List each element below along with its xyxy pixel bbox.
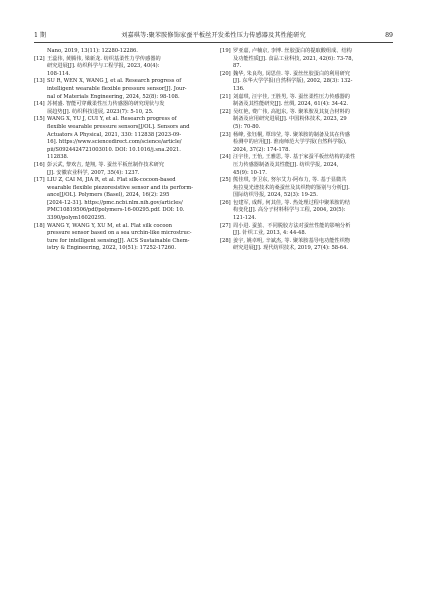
reference-number: [23]	[220, 131, 231, 138]
reference-text: 吴红艳, 费广伟, 高旭东, 等. 聚苯胺及其复合材料的 制备及应用研究进展[J]. 中国粉体技术, 2023, 29 (5): 70-80.	[233, 108, 350, 130]
reference-text: 包建军, 成辉, 何其佳, 等. 热处理过程中聚苯胺的结 构变化[J]. 高分子材料科学与工程, 2004, 20(5): 121-124.	[233, 199, 350, 222]
reference-number: [18]	[34, 222, 45, 229]
reference-text: 熊佳琪, 李卫东, 努尔艾力·阿布力, 等. 基于显微共 焦拉曼光谱技术的桑蚕丝及其织物的鉴别与分析[J]. 国际纺织导报, 2024, 52(3): 19-25.	[233, 177, 350, 199]
reference-text: 刘嘉琪, 汪宇佳, 王胜男, 等. 蚕丝柔性压力传感器的 制备及其性能研究[J]. 丝绸, 2024, 61(4): 34-42.	[233, 93, 350, 108]
reference-item	[34, 177, 208, 223]
reference-item	[220, 48, 393, 71]
reference-text: 苏树盛. 智能可穿戴柔性压力传感器的研究现状与发 展趋势[J]. 纺织科技进展, 2023(7): 5-10, 25.	[47, 101, 165, 115]
reference-item	[220, 109, 393, 132]
running-title: 刘嘉琪等:聚苯胺修饰家蚕平板丝开发柔性压力传感器及其性能研究	[121, 32, 306, 39]
reference-number: [19]	[220, 48, 231, 54]
reference-number: [21]	[220, 93, 231, 100]
reference-continuation	[34, 48, 208, 56]
reference-text: 姜宇, 姚卓明, 辛斌杰, 等. 聚苯胺基导电功能性织物 研究进展[J]. 现代纺织技术, 2019, 27(4): 58-64.	[233, 237, 350, 252]
reference-text: Nano, 2019, 13(11): 12280-12286.	[47, 48, 138, 54]
reference-item	[34, 223, 208, 253]
reference-text: 汪宇佳, 王怡, 王雅思, 等. 基于家蚕平板丝结构的柔性 压力传感器制备及其性能[J]. 纺织学报, 2024, 45(9): 10-17.	[233, 154, 356, 176]
reference-number: [27]	[220, 222, 231, 229]
header-rule	[34, 42, 393, 43]
reference-item	[220, 177, 393, 200]
reference-text: SU R, WEN X, WANG J, et al. Research progress of intelligent wearable flexible pressure sensor[J]. Jour- nal of Materials Engineering, 2024, 52(8): 98-108.	[47, 78, 187, 100]
reference-text: 周小进. 蚕茧、不同脱胶方法对蚕丝性能的影响分析 [J]. 针织工业, 2013, 4: 44-48.	[233, 222, 351, 237]
reference-item	[220, 71, 393, 94]
reference-number: [25]	[220, 177, 231, 184]
reference-item	[220, 94, 393, 109]
reference-item	[220, 223, 393, 238]
reference-number: [15]	[34, 116, 45, 123]
reference-number: [28]	[220, 237, 231, 244]
reference-number: [12]	[34, 55, 45, 62]
page-number: 89	[385, 32, 393, 39]
right-column	[220, 48, 393, 253]
reference-text: LIU Z, CAI M, JIA R, et al. Flat silk-cocoon-based wearable flexible piezoresistive sensor and its perform- ance[J/OL]. Polymers (Basel), 2024, 16(2): 295 [2024-12-31]. https://pmc.ncbi.nlm.nih.gov/articles/ PMC10819506/pdf/polymers-16-00295.pdf. DOI: 10. 3390/polym16020295.	[47, 177, 194, 222]
reference-item	[34, 116, 208, 162]
reference-item	[34, 56, 208, 79]
reference-item	[220, 132, 393, 155]
reference-item	[34, 78, 208, 101]
reference-number: [22]	[220, 108, 231, 115]
reference-item	[34, 162, 208, 177]
reference-text: 罗亚嘉, 卢楠京, 李博. 丝胶蛋白的提取酸组成、结构 及功能性质[J]. 食品工业科技, 2021, 42(6): 73-78, 87.	[233, 48, 354, 70]
reference-number: [16]	[34, 161, 45, 168]
reference-item	[220, 238, 393, 253]
reference-item	[220, 154, 393, 177]
reference-number: [14]	[34, 101, 45, 108]
reference-number: [26]	[220, 199, 231, 206]
issue-number: 1 期	[34, 32, 47, 39]
reference-text: 魏华, 朱良均, 闵思佳. 等. 蚕丝丝胶蛋白的利用研究 [J]. 东华大学学报(自然科学版), 2002, 28(3): 132- 136.	[233, 70, 353, 92]
reference-number: [20]	[220, 70, 231, 77]
reference-text: 彭云武, 黎欢吉, 楚翔, 等. 蚕丝平板丝制作技术研究 [J]. 安徽农业科学, 2007, 35(4): 1237.	[47, 161, 164, 176]
reference-item	[220, 200, 393, 223]
left-column	[34, 48, 208, 253]
reference-number: [17]	[34, 177, 45, 184]
reference-number: [24]	[220, 154, 231, 161]
reference-text: 王蕊伟, 黄腾伟, 梁新龙. 纺织基柔性力学传感器的 研究进展[J]. 纺织科学与工程学报, 2023, 40(4): 108-114.	[47, 55, 161, 77]
running-header	[34, 30, 393, 42]
reference-text: WANG X, YU J, CUI Y, et al. Research progress of flexible wearable pressure sensors[J/OL]. Sensors and Actuators A Physical, 2021, 330: 112838 [2023-09- 16]. https://www.sciencedirect.com/science/article/ pii/S0924424721003010. DOI: 10.1016/j.sna.2021. 112838.	[47, 116, 190, 161]
reference-text: 杨峰, 张钰桐, 覃玮莹, 等. 聚苯胺的制备及其在传感 检测中的应用[J]. 淮南师范大学学报(自然科学版), 2024, 37(2): 174-178.	[233, 131, 350, 153]
reference-item	[34, 101, 208, 116]
reference-text: WANG Y, WANG Y, XU M, et al. Flat silk cocoon pressure sensor based on a sea urchin-like microstruc- ture for intelligent sensing[J]. ACS Sustainable Chem- istry & Engineering, 2022, 10(51): 17252-17260.	[47, 222, 192, 252]
reference-number: [13]	[34, 78, 45, 85]
